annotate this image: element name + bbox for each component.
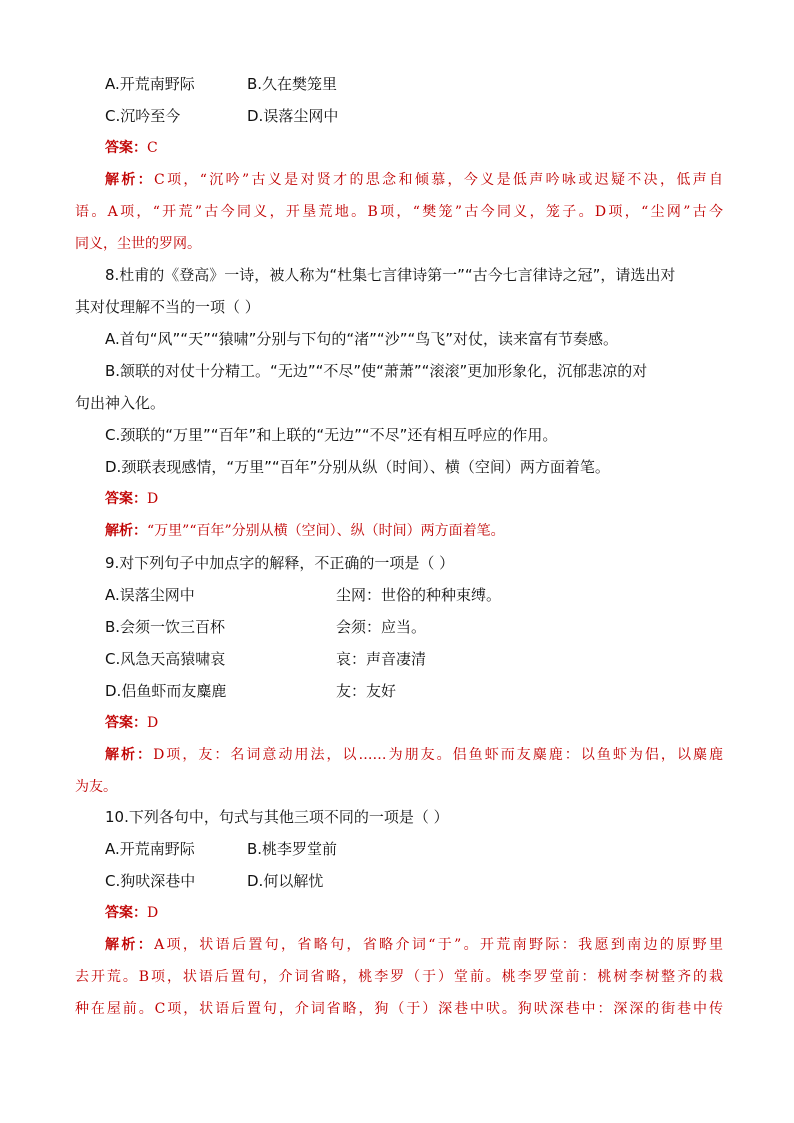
- q10-option-c: C.狗吠深巷中: [105, 872, 196, 890]
- q7-option-d: D.误落尘网中: [247, 107, 339, 125]
- q8-option-b-line-2: 句出神入化。: [75, 394, 166, 412]
- q9-option-b: B.会须一饮三百杯: [105, 618, 226, 636]
- q9-analysis-line-2: 为友。: [75, 779, 117, 795]
- q8-stem-line-2: 其对仗理解不当的一项（ ）: [75, 298, 260, 316]
- q7-analysis-line-2: 语。A项，“开荒”古今同义，开垦荒地。B项，“樊笼”古今同义，笼子。D项，“尘网”古今: [75, 204, 723, 220]
- q9-option-a-explanation: 尘网：世俗的种种束缚。: [336, 586, 502, 604]
- q10-analysis-line-1: 解析：A项，状语后置句，省略句，省略介词“于”。开荒南野际：我愿到南边的原野里: [105, 937, 723, 953]
- q10-stem: 10.下列各句中，句式与其他三项不同的一项是（ ）: [105, 808, 449, 826]
- q7-answer: [105, 137, 158, 159]
- analysis-label: 解析：: [105, 747, 154, 763]
- q8-analysis: 解析：“万里”“百年”分别从横（空间）、纵（时间）两方面着笔。: [105, 523, 505, 539]
- q7-option-b: B.久在樊笼里: [247, 75, 338, 93]
- answer-value: D: [147, 491, 159, 507]
- answer-value: D: [147, 715, 159, 731]
- q8-stem-line-1: 8.杜甫的《登高》一诗，被人称为“杜集七言律诗第一”“古今七言律诗之冠”，请选出对: [105, 266, 676, 284]
- q10-answer: [105, 902, 158, 924]
- answer-value: D: [147, 905, 159, 921]
- q10-option-d: D.何以解忧: [247, 872, 324, 890]
- analysis-label: 解析：: [105, 937, 155, 953]
- q8-answer: [105, 488, 158, 510]
- q9-option-d-explanation: 友：友好: [336, 682, 397, 700]
- q9-option-c: C.风急天高猿啸哀: [105, 650, 226, 668]
- q9-answer: [105, 712, 158, 734]
- q8-option-a: A.首句“风”“天”“猿啸”分别与下句的“渚”“沙”“鸟飞”对仗，读来富有节奏感。: [105, 330, 619, 348]
- q10-option-a: A.开荒南野际: [105, 840, 195, 858]
- q7-analysis-line-3: 同义，尘世的罗网。: [75, 236, 201, 252]
- answer-label: 答案：: [105, 140, 147, 156]
- q9-option-d: D.侣鱼虾而友麋鹿: [105, 682, 227, 700]
- q7-option-c: C.沉吟至今: [105, 107, 181, 125]
- answer-label: 答案：: [105, 905, 147, 921]
- analysis-label: 解析：: [105, 523, 147, 539]
- q9-stem: 9.对下列句子中加点字的解释，不正确的一项是（ ）: [105, 554, 455, 572]
- q7-analysis-line-1: 解析：C项，“沉吟”古义是对贤才的思念和倾慕，今义是低声吟咏或迟疑不决，低声自: [105, 172, 724, 188]
- q7-option-a: A.开荒南野际: [105, 75, 195, 93]
- q8-option-d: D.颈联表现感情，“万里”“百年”分别从纵（时间）、横（空间）两方面着笔。: [105, 458, 610, 476]
- q9-option-a: A.误落尘网中: [105, 586, 195, 604]
- q9-option-c-explanation: 哀：声音凄清: [336, 650, 427, 668]
- q9-analysis-line-1: 解析：D项，友：名词意动用法，以……为朋友。侣鱼虾而友麋鹿：以鱼虾为侣，以麋鹿: [105, 747, 723, 763]
- q10-analysis-line-2: 去开荒。B项，状语后置句，介词省略，桃李罗（于）堂前。桃李罗堂前：桃树李树整齐的栽: [75, 969, 723, 985]
- q10-option-b: B.桃李罗堂前: [247, 840, 338, 858]
- answer-label: 答案：: [105, 715, 147, 731]
- answer-label: 答案：: [105, 491, 147, 507]
- q9-option-b-explanation: 会须：应当。: [336, 618, 427, 636]
- answer-value: C: [147, 140, 158, 156]
- q10-analysis-line-3: 种在屋前。C项，状语后置句，介词省略，狗（于）深巷中吠。狗吠深巷中：深深的街巷中传: [75, 1001, 723, 1017]
- q8-option-c: C.颈联的“万里”“百年”和上联的“无边”“不尽”还有相互呼应的作用。: [105, 426, 558, 444]
- q8-option-b-line-1: B.颔联的对仗十分精工。“无边”“不尽”使“萧萧”“滚滚”更加形象化，沉郁悲凉的对: [105, 362, 648, 380]
- analysis-label: 解析：: [105, 172, 155, 188]
